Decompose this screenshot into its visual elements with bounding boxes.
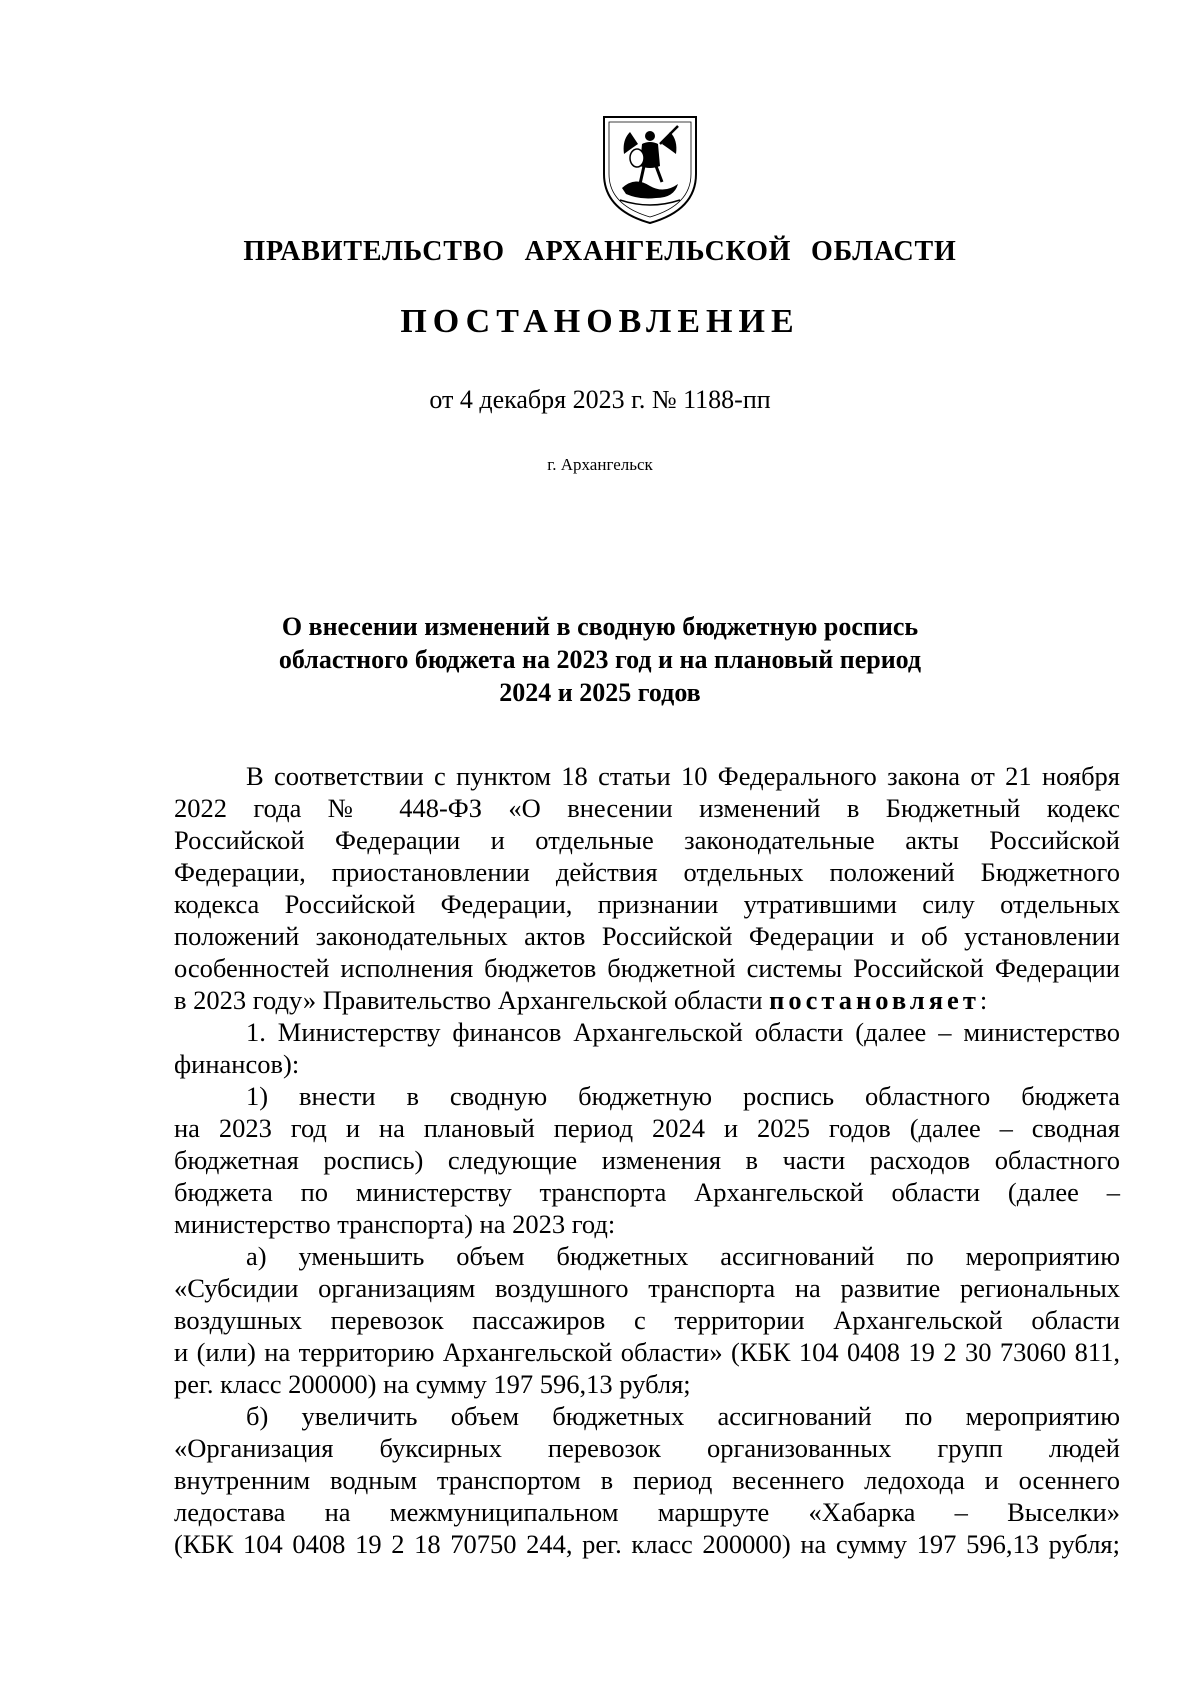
body-line: рег. класс 200000) на сумму 197 596,13 рубля; xyxy=(174,1369,691,1399)
title-line: областного бюджета на 2023 год и на плановый период xyxy=(278,645,922,674)
body-line: кодекса Российской Федерации, признании утратившими силу отдельных xyxy=(174,889,1120,919)
body-text: в 2023 году» Правительство Архангельской области xyxy=(174,985,770,1015)
title-line: О внесении изменений в сводную бюджетную роспись xyxy=(281,612,919,641)
body-line: министерство транспорта) на 2023 год: xyxy=(174,1209,616,1239)
body-line: «Организация буксирных перевозок организованных групп людей xyxy=(174,1433,1120,1463)
body-line: 1. Министерству финансов Архангельской области (далее – министерство xyxy=(246,1017,1120,1047)
title-line: 2024 и 2025 годов xyxy=(499,678,701,707)
body-line: на 2023 год и на плановый период 2024 и 2025 годов (далее – сводная xyxy=(174,1113,1120,1143)
government-word: ОБЛАСТИ xyxy=(811,236,957,267)
body-line: Федерации, приостановлении действия отдельных положений Бюджетного xyxy=(174,857,1120,887)
body-line: воздушных перевозок пассажиров с территории Архангельской области xyxy=(174,1305,1120,1335)
body-line: Российской Федерации и отдельные законодательные акты Российской xyxy=(174,825,1120,855)
city: г. Архангельск xyxy=(547,455,653,474)
government-name xyxy=(0,236,1200,268)
government-word: АРХАНГЕЛЬСКОЙ xyxy=(524,236,792,267)
body-line: бюджетная роспись) следующие изменения в части расходов областного xyxy=(174,1145,1120,1175)
document-type: ПОСТАНОВЛЕНИЕ xyxy=(400,303,800,340)
body-line: внутренним водным транспортом в период весеннего ледохода и осеннего xyxy=(174,1465,1120,1495)
decree-date-number: от 4 декабря 2023 г. № 1188-пп xyxy=(429,385,771,414)
body-line: а) уменьшить объем бюджетных ассигнований по мероприятию xyxy=(246,1241,1120,1271)
body-line: ледостава на межмуниципальном маршруте «Хабарка – Выселки» xyxy=(174,1497,1120,1527)
body-line: б) увеличить объем бюджетных ассигнований по мероприятию xyxy=(246,1401,1120,1431)
body-line: и (или) на территорию Архангельской области» (КБК 104 0408 19 2 30 73060 811, xyxy=(174,1337,1120,1367)
body-line: бюджета по министерству транспорта Архангельской области (далее – xyxy=(174,1177,1120,1207)
body-line: финансов): xyxy=(174,1049,300,1079)
body-line xyxy=(174,984,1120,1016)
body-line: В соответствии с пунктом 18 статьи 10 Федерального закона от 21 ноября xyxy=(246,761,1120,791)
body-line: (КБК 104 0408 19 2 18 70750 244, рег. класс 200000) на сумму 197 596,13 рубля; xyxy=(174,1529,1120,1559)
body-text: : xyxy=(979,985,988,1015)
government-word: ПРАВИТЕЛЬСТВО xyxy=(243,236,505,267)
coat-of-arms-emblem xyxy=(600,114,700,226)
resolves-word: постановляет xyxy=(769,985,980,1015)
document-body xyxy=(174,760,1120,1560)
body-line: «Субсидии организациям воздушного транспорта на развитие региональных xyxy=(174,1273,1120,1303)
body-line: особенностей исполнения бюджетов бюджетной системы Российской Федерации xyxy=(174,953,1120,983)
decree-title xyxy=(0,610,1200,709)
body-line: положений законодательных актов Российской Федерации и об установлении xyxy=(174,921,1120,951)
body-line: 1) внести в сводную бюджетную роспись областного бюджета xyxy=(246,1081,1120,1111)
body-line: 2022 года № 448-ФЗ «О внесении изменений в Бюджетный кодекс xyxy=(174,793,1120,823)
